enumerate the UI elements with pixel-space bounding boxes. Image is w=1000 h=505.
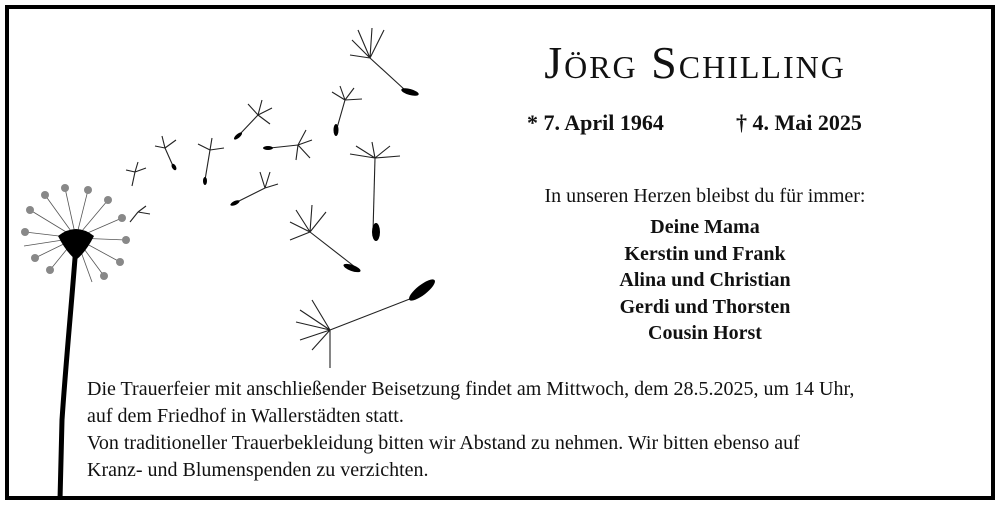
deceased-name: Jörg Schilling (544, 37, 846, 88)
funeral-details (87, 376, 967, 484)
mourner: Gerdi und Thorsten (619, 295, 791, 318)
mourners-list (555, 214, 855, 347)
mourner: Deine Mama (650, 216, 760, 238)
mourner: Kerstin und Frank (624, 242, 786, 265)
mourner: Cousin Horst (648, 322, 762, 344)
funeral-details-line: Die Trauerfeier mit anschließender Beisetzung findet am Mittwoch, dem 28.5.2025, um 14 Uhr, (87, 378, 855, 400)
funeral-details-line: auf dem Friedhof in Wallerstädten statt. (87, 405, 404, 427)
memorial-phrase: In unseren Herzen bleibst du für immer: (544, 185, 866, 207)
birth-date: * 7. April 1964 (527, 110, 664, 135)
funeral-details-line: Von traditioneller Trauerbekleidung bitten wir Abstand zu nehmen. Wir bitten ebenso auf (87, 432, 800, 454)
death-date: † 4. Mai 2025 (736, 110, 862, 135)
mourner: Alina und Christian (619, 269, 791, 291)
funeral-details-line: Kranz- und Blumenspenden zu verzichten. (87, 459, 429, 481)
